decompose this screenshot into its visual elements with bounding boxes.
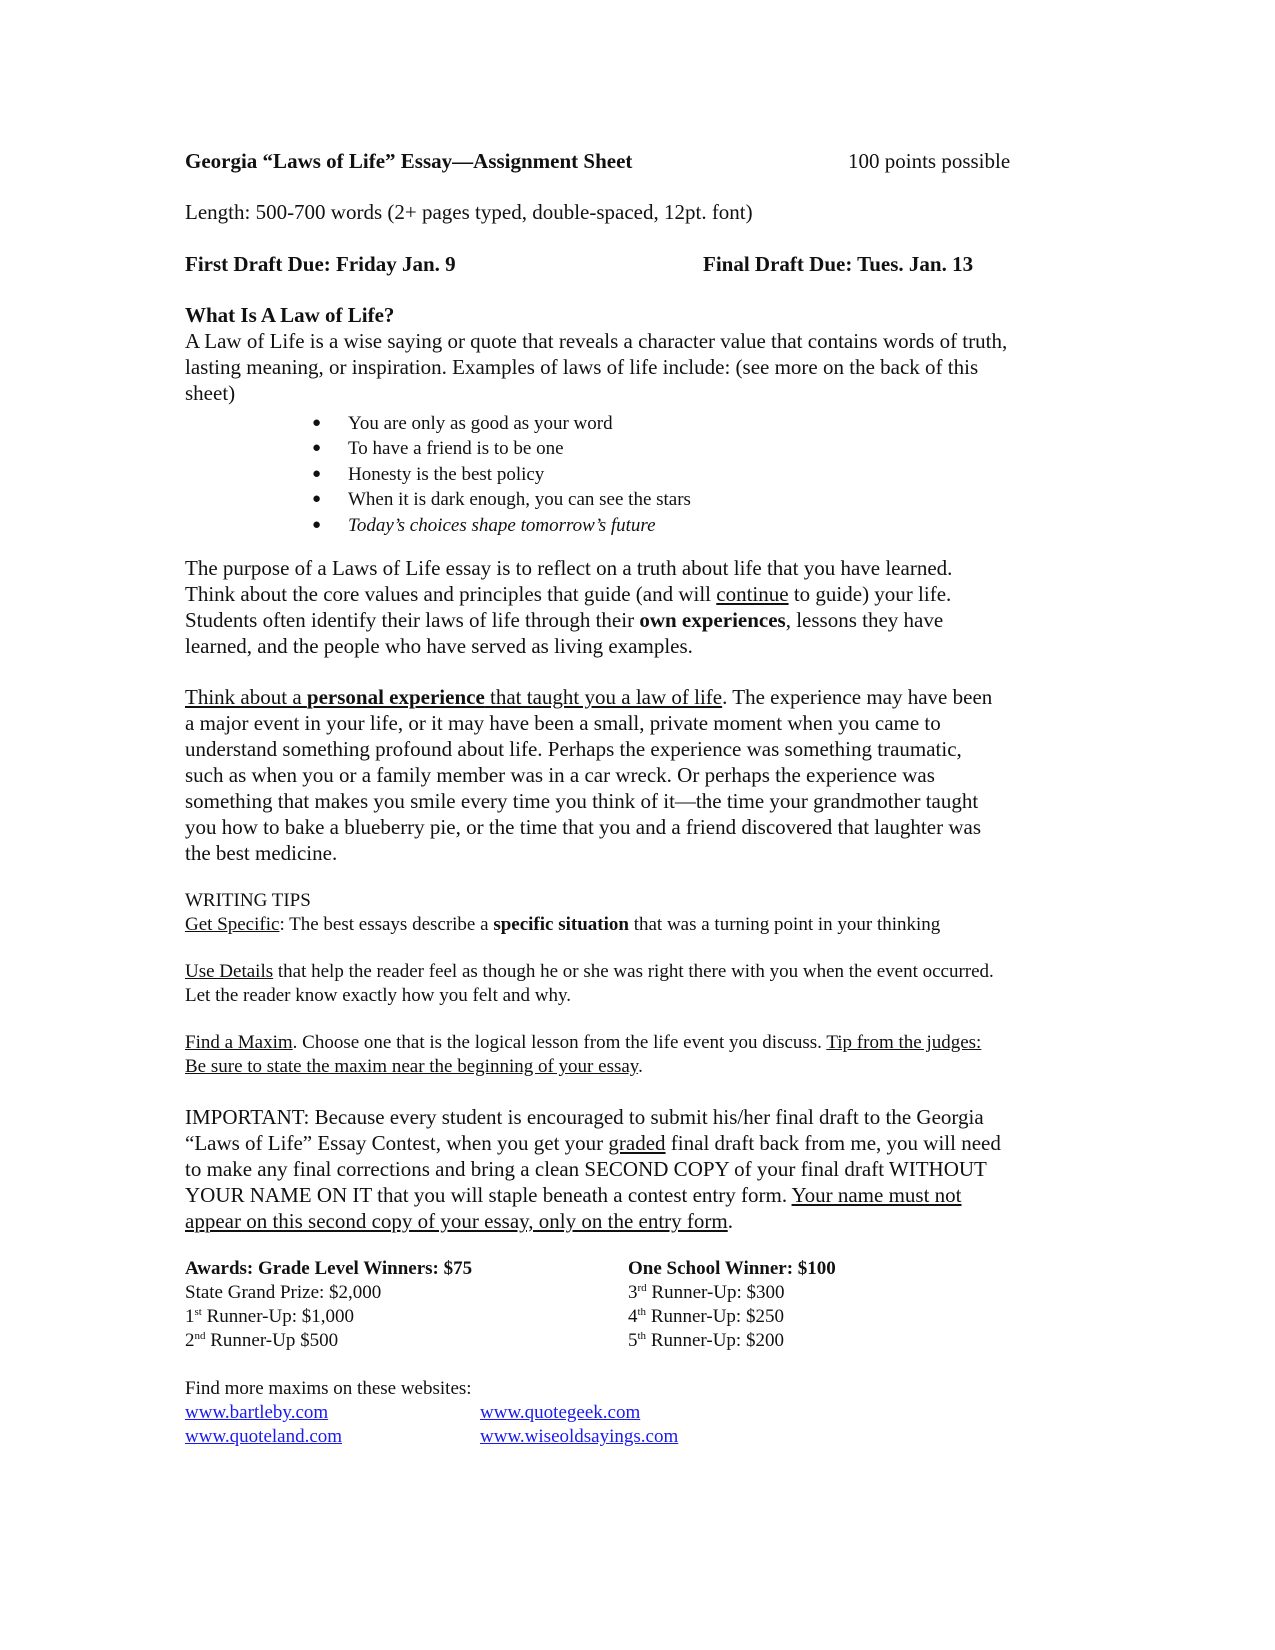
definition-line: lasting meaning, or inspiration. Examples of laws of life include: (see more on the back of this (185, 355, 979, 379)
purpose-line: The purpose of a Laws of Life essay is to reflect on a truth about life that you have learned. (185, 556, 953, 580)
experience-line: the best medicine. (185, 841, 338, 865)
award-runner-up-4: 4th Runner-Up: $250 (628, 1306, 784, 1327)
purpose-line: learned, and the people who have served as living examples. (185, 634, 693, 658)
tip-get-specific: Get Specific: The best essays describe a specific situation that was a turning point in your thinking (185, 914, 941, 935)
important-line: appear on this second copy of your essay, only on the entry form. (185, 1209, 733, 1233)
bullet-icon: ● (312, 440, 322, 457)
important-line: IMPORTANT: Because every student is encouraged to submit his/her final draft to the Georgia (185, 1105, 984, 1129)
experience-line: something that makes you smile every time you think of it—the time your grandmother taught (185, 789, 979, 813)
experience-line: you how to bake a blueberry pie, or the time that you and a friend discovered that laughter was (185, 815, 981, 839)
points-possible: 100 points possible (848, 149, 1011, 173)
experience-line: Think about a personal experience that taught you a law of life. The experience may have been (185, 685, 993, 709)
list-item: ● To have a friend is to be one (312, 436, 691, 461)
awards-heading: Awards: Grade Level Winners: $75 (185, 1258, 473, 1279)
experience-line: understand something profound about life. Perhaps the experience was something traumatic, (185, 737, 962, 761)
link-wiseoldsayings[interactable]: www.wiseoldsayings.com (480, 1426, 679, 1447)
assignment-title: Georgia “Laws of Life” Essay—Assignment Sheet (185, 149, 633, 173)
bullet-icon: ● (312, 516, 322, 533)
tip-use-details-cont: Let the reader know exactly how you felt and why. (185, 985, 572, 1006)
section-heading-law-of-life: What Is A Law of Life? (185, 303, 395, 327)
important-line: to make any final corrections and bring a clean SECOND COPY of your final draft WITHOUT (185, 1157, 987, 1181)
experience-line: such as when you or a family member was in a car wreck. Or perhaps the experience was (185, 763, 935, 787)
important-line: YOUR NAME ON IT that you will staple beneath a contest entry form. Your name must not (185, 1183, 962, 1207)
writing-tips-heading: WRITING TIPS (185, 890, 311, 911)
definition-line: sheet) (185, 381, 236, 405)
award-runner-up-1: 1st Runner-Up: $1,000 (185, 1306, 354, 1327)
bullet-icon: ● (312, 491, 322, 508)
award-runner-up-5: 5th Runner-Up: $200 (628, 1330, 784, 1351)
purpose-line: Students often identify their laws of life through their own experiences, lessons they have (185, 608, 944, 632)
examples-list (312, 411, 691, 538)
purpose-line: Think about the core values and principles that guide (and will continue to guide) your life. (185, 582, 952, 606)
first-draft-due: First Draft Due: Friday Jan. 9 (185, 252, 456, 276)
final-draft-due: Final Draft Due: Tues. Jan. 13 (703, 252, 974, 276)
award-runner-up-3: 3rd Runner-Up: $300 (628, 1282, 785, 1303)
bullet-icon: ● (312, 465, 322, 482)
tip-find-maxim: Find a Maxim. Choose one that is the logical lesson from the life event you discuss. Tip from the judges: (185, 1032, 982, 1053)
tip-use-details: Use Details that help the reader feel as though he or she was right there with you when the event occurred. (185, 961, 994, 982)
list-item: ● Honesty is the best policy (312, 462, 691, 487)
list-item: ● Today’s choices shape tomorrow’s future (312, 513, 691, 538)
school-winner: One School Winner: $100 (628, 1258, 836, 1279)
definition-line: A Law of Life is a wise saying or quote that reveals a character value that contains words of truth, (185, 329, 1008, 353)
link-quotegeek[interactable]: www.quotegeek.com (480, 1402, 641, 1423)
experience-line: a major event in your life, or it may have been a small, private moment when you came to (185, 711, 941, 735)
award-runner-up-2: 2nd Runner-Up $500 (185, 1330, 339, 1351)
tip-find-maxim-cont: Be sure to state the maxim near the beginning of your essay. (185, 1056, 643, 1077)
maxims-heading: Find more maxims on these websites: (185, 1378, 472, 1399)
list-item: ● When it is dark enough, you can see the stars (312, 487, 691, 512)
award-grand-prize: State Grand Prize: $2,000 (185, 1282, 382, 1303)
link-bartleby[interactable]: www.bartleby.com (185, 1402, 329, 1423)
length-requirement: Length: 500-700 words (2+ pages typed, double-spaced, 12pt. font) (185, 200, 753, 224)
bullet-icon: ● (312, 415, 322, 431)
list-item: ● You are only as good as your word (312, 411, 691, 436)
important-line: “Laws of Life” Essay Contest, when you get your graded final draft back from me, you will need (185, 1131, 1001, 1155)
link-quoteland[interactable]: www.quoteland.com (185, 1426, 343, 1447)
